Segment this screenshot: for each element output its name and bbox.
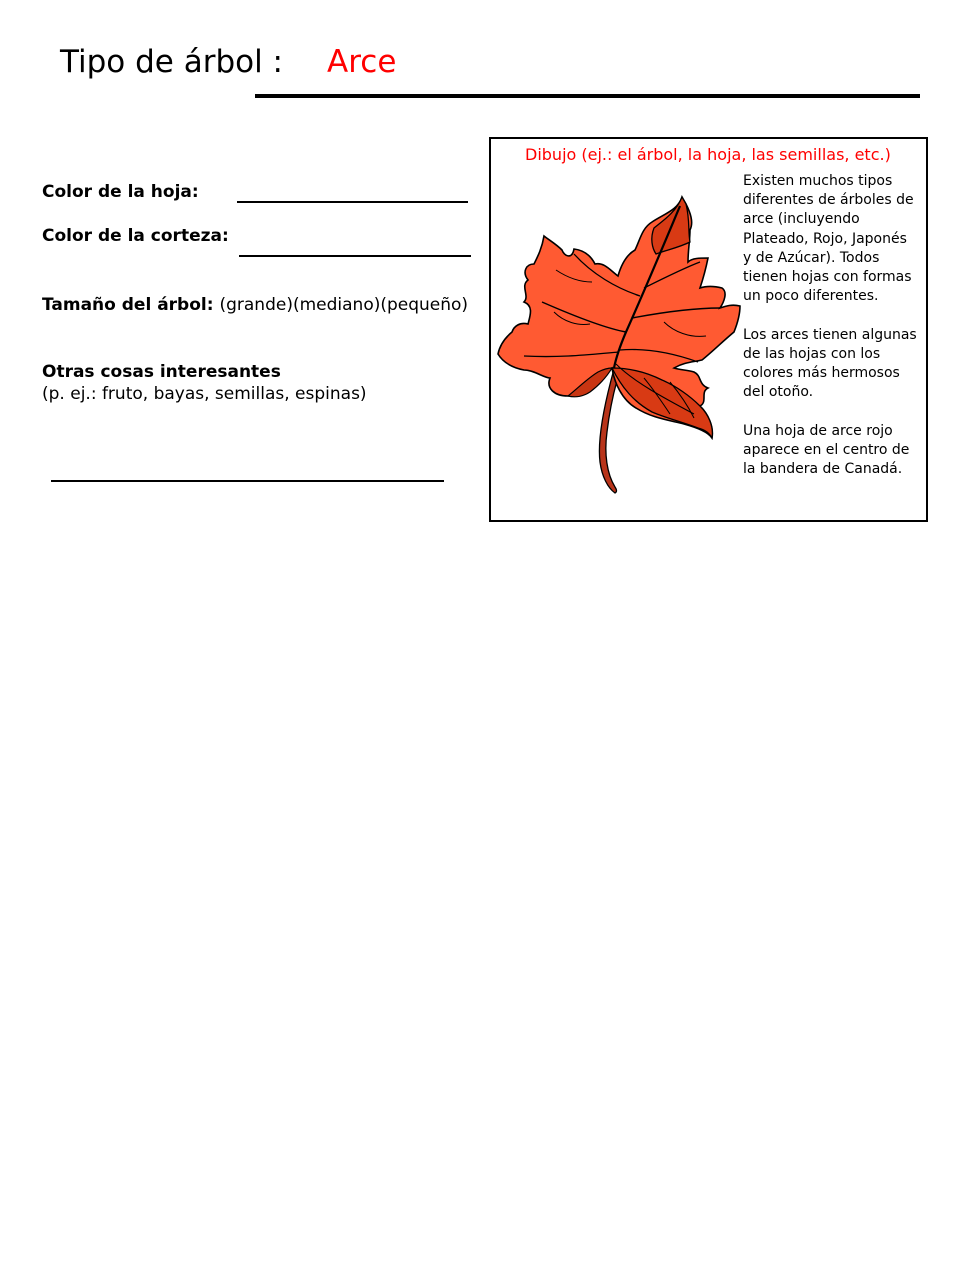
- tree-type-label: Tipo de árbol :: [60, 44, 283, 80]
- info-paragraph: Existen muchos tipos diferentes de árboles de arce (incluyendo Plateado, Rojo, Japonés y de Azúcar). Todos tienen hojas con formas un poco diferentes.: [743, 173, 914, 305]
- maple-leaf-illustration: [494, 192, 744, 497]
- tree-type-value: Arce: [327, 44, 397, 80]
- other-things-examples: (p. ej.: fruto, bayas, semillas, espinas): [42, 384, 367, 404]
- leaf-color-label: Color de la hoja:: [42, 182, 199, 202]
- tree-type-underline: [255, 94, 920, 98]
- other-things-label: Otras cosas interesantes: [42, 362, 281, 382]
- tree-size-label: Tamaño del árbol:: [42, 295, 214, 315]
- leaf-color-line[interactable]: [237, 201, 468, 203]
- tree-size-row: [42, 295, 468, 315]
- drawing-caption: Dibujo (ej.: el árbol, la hoja, las semillas, etc.): [525, 145, 891, 164]
- bark-color-label: Color de la corteza:: [42, 226, 229, 246]
- maple-info-text: [743, 172, 918, 479]
- tree-size-options: (grande)(mediano)(pequeño): [219, 295, 469, 315]
- info-paragraph: Una hoja de arce rojo aparece en el centro de la bandera de Canadá.: [743, 422, 910, 478]
- info-paragraph: Los arces tienen algunas de las hojas con los colores más hermosos del otoño.: [743, 326, 917, 401]
- other-things-line[interactable]: [51, 480, 444, 482]
- bark-color-line[interactable]: [239, 255, 471, 257]
